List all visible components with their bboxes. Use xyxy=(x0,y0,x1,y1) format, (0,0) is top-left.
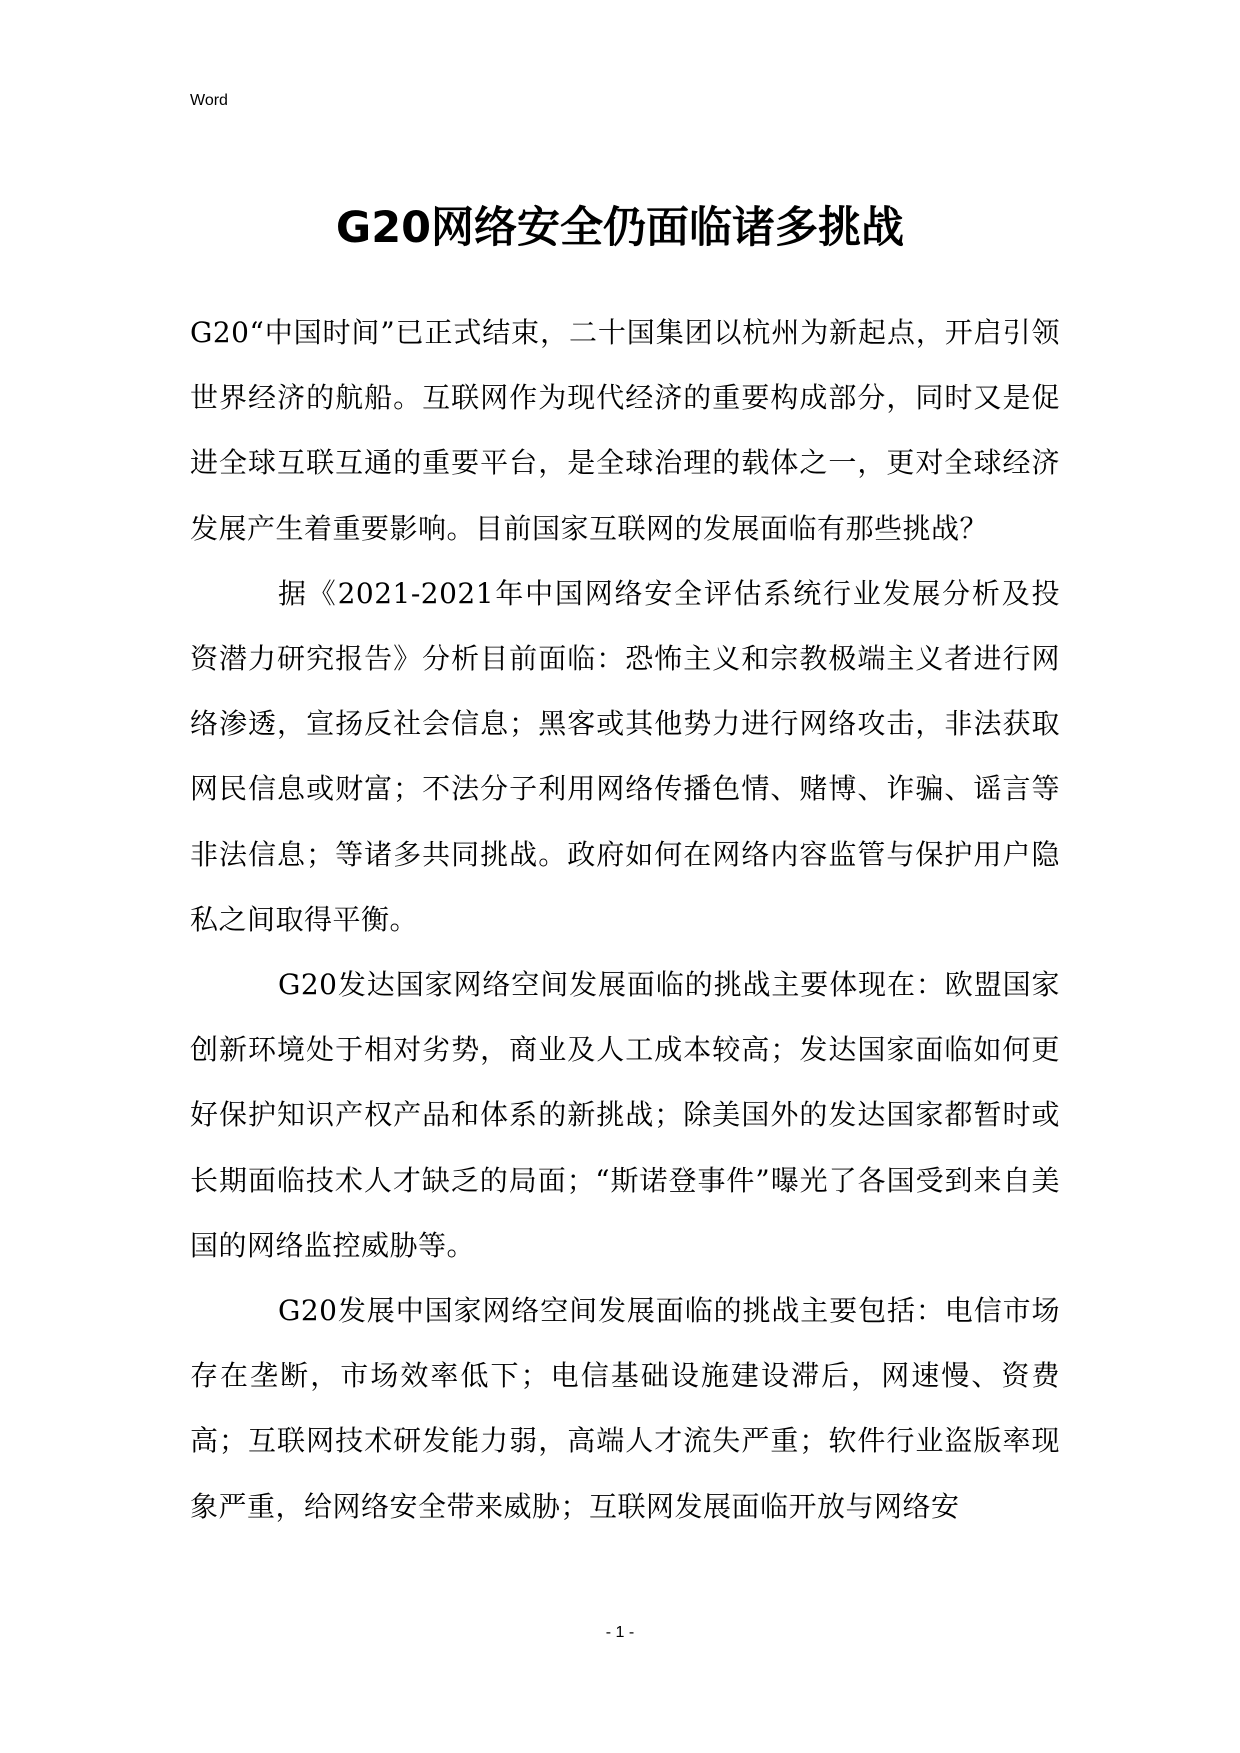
paragraph-developing-countries: G20发展中国家网络空间发展面临的挑战主要包括：电信市场存在垄断，市场效率低下；电信基础设施建设滞后，网速慢、资费高；互联网技术研发能力弱，高端人才流失严重；软件行业盗版率现象严重，给网络安全带来威胁；互联网发展面临开放与网络安 xyxy=(190,1294,1060,1523)
page-number: - 1 - xyxy=(605,1624,635,1641)
paragraph-developed-countries: G20发达国家网络空间发展面临的挑战主要体现在：欧盟国家创新环境处于相对劣势，商业及人工成本较高；发达国家面临如何更好保护知识产权产品和体系的新挑战；除美国外的发达国家都暂时或长期面临技术人才缺乏的局面；“斯诺登事件”曝光了各国受到来自美国的网络监控威胁等。 xyxy=(190,968,1060,1262)
document-body xyxy=(190,300,1060,1539)
paragraph-intro: G20“中国时间”已正式结束，二十国集团以杭州为新起点，开启引领世界经济的航船。互联网作为现代经济的重要构成部分，同时又是促进全球互联互通的重要平台，是全球治理的载体之一，更对全球经济发展产生着重要影响。目前国家互联网的发展面临有那些挑战？ xyxy=(190,316,1060,545)
page-header-label: Word xyxy=(190,92,228,109)
document-title: G20网络安全仍面临诸多挑战 xyxy=(335,203,905,253)
paragraph-report-analysis: 据《2021-2021年中国网络安全评估系统行业发展分析及投资潜力研究报告》分析目前面临：恐怖主义和宗教极端主义者进行网络渗透，宣扬反社会信息；黑客或其他势力进行网络攻击，非法获取网民信息或财富；不法分子利用网络传播色情、赌博、诈骗、谣言等非法信息；等诸多共同挑战。政府如何在网络内容监管与保护用户隐私之间取得平衡。 xyxy=(190,576,1060,936)
